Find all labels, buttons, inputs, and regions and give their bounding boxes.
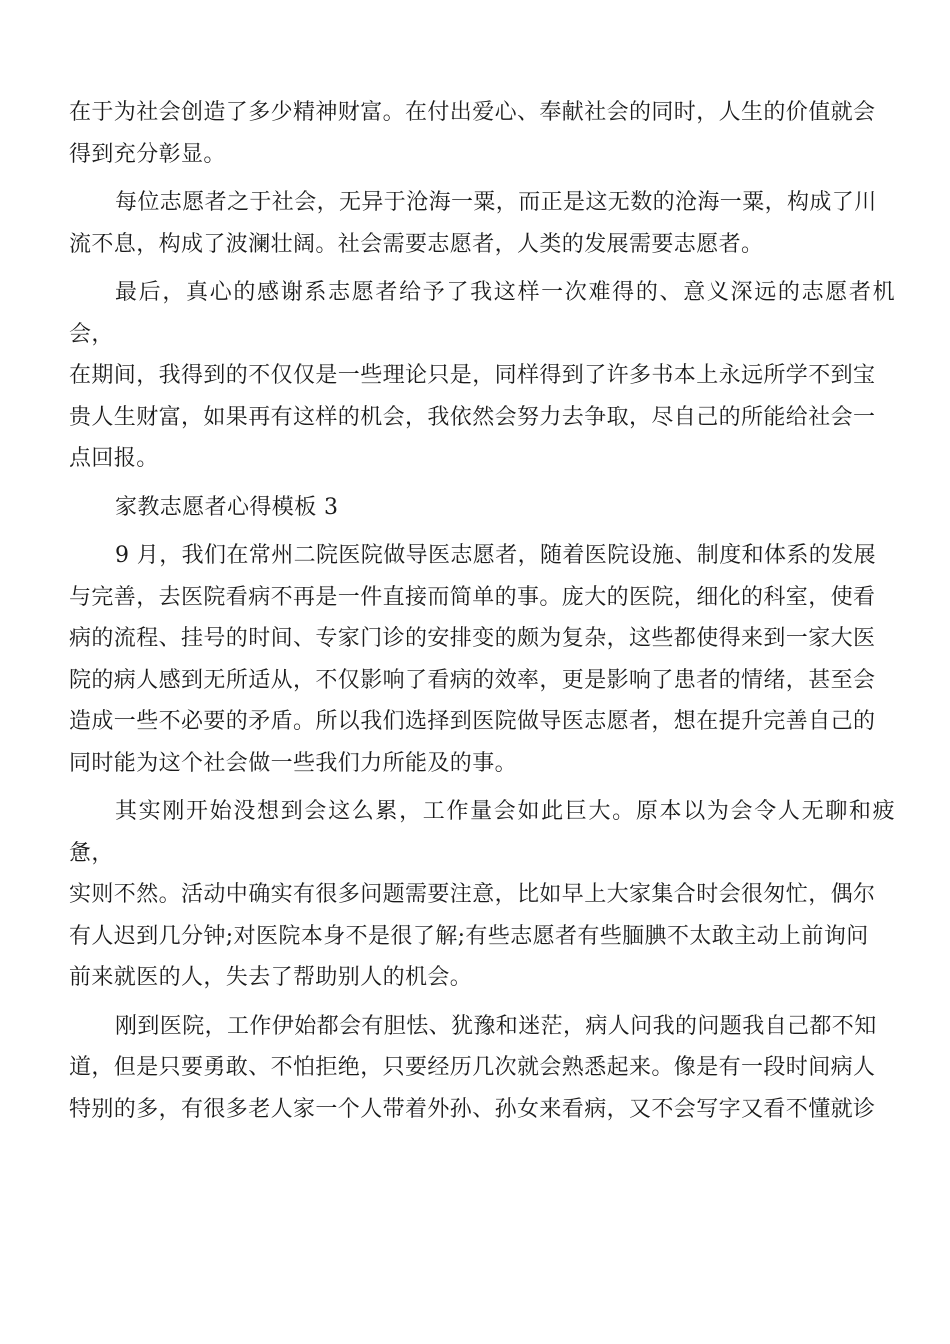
paragraph-hospital-guide: 9 月，我们在常州二院医院做导医志愿者，随着医院设施、制度和体系的发展 与完善，去医院看病不再是一件直接而简单的事。庞大的医院，细化的科室，使看 病的流程、挂号的时间、专家门诊的安排变的颇为复杂，这些都使得来到一家大医 院的病人感到无所适从，不仅影响了看病的效率，更是影响了患者的情绪，甚至会 造成一些不必要的矛盾。所以我们选择到医院做导医志愿者，想在提升完善自己的 同时能为这个社会做一些我们力所能及的事。 <box>69 543 876 776</box>
paragraph-drop-in-ocean: 每位志愿者之于社会，无异于沧海一粟，而正是这无数的沧海一粟，构成了川 流不息，构成了波澜壮阔。社会需要志愿者，人类的发展需要志愿者。 <box>69 190 877 257</box>
paragraph-continuation: 在于为社会创造了多少精神财富。在付出爱心、奉献社会的同时，人生的价值就会 得到充分彰显。 <box>69 100 876 167</box>
document-body <box>69 92 895 1137</box>
paragraph-first-days: 刚到医院，工作伊始都会有胆怯、犹豫和迷茫，病人问我的问题我自己都不知 道，但是只要勇敢、不怕拒绝，只要经历几次就会熟悉起来。像是有一段时间病人 特别的多，有很多老人家一个人带着外孙、孙女来看病，又不会写字又看不懂就诊 <box>69 1013 877 1122</box>
paragraph-tired: 其实刚开始没想到会这么累，工作量会如此巨大。原本以为会令人无聊和疲惫， 实则不然。活动中确实有很多问题需要注意，比如早上大家集合时会很匆忙，偶尔 有人迟到几分钟;对医院本身不是很了解;有些志愿者有些腼腆不太敢主动上前询问 前来就医的人，失去了帮助别人的机会。 <box>69 799 895 990</box>
section-title: 家教志愿者心得模板 3 <box>115 494 339 520</box>
paragraph-thanks: 最后，真心的感谢系志愿者给予了我这样一次难得的、意义深远的志愿者机会， 在期间，我得到的不仅仅是一些理论只是，同样得到了许多书本上永远所学不到宝 贵人生财富，如果再有这样的机会，我依然会努力去争取，尽自己的所能给社会一 点回报。 <box>69 280 895 471</box>
